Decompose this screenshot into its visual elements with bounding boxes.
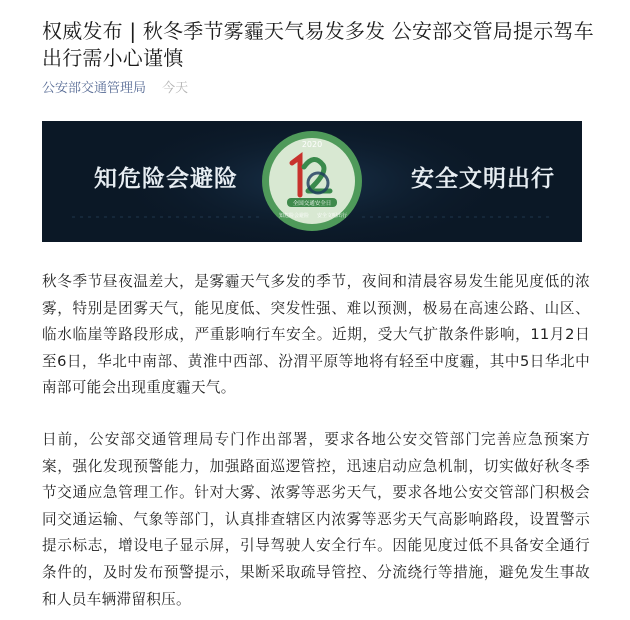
badge-inner-disc [269, 138, 355, 224]
badge-caption: 全国交通安全日 [292, 201, 332, 207]
article-title: 权威发布 | 秋冬季节雾霾天气易发多发 公安部交管局提示驾车出行需小心谨慎 [42, 19, 594, 70]
safety-day-badge [262, 131, 362, 231]
article-paragraph-2: 日前，公安部交通管理局专门作出部署，要求各地公安交管部门完善应急预案方案，强化发现预警能力，加强路面巡逻管控，迅速启动应急机制，切实做好秋冬季节交通应急管理工作。针对大雾、浓雾等恶劣天气，要求各地公安交管部门积极会同交通运输、气象等部门，认真排查辖区内浓雾等恶劣天气高影响路段，设置警示提示标志，增设电子显示屏，引导驾驶人安全行车。因能见度过低不具备安全通行条件的，及时发布预警提示，果断采取疏导管控、分流绕行等措施，避免发生事故和人员车辆滞留积压。 [42, 431, 590, 608]
badge-year: 2020 [301, 140, 323, 149]
banner-image [42, 121, 582, 242]
article-paragraph-1: 秋冬季节昼夜温差大，是雾霾天气多发的季节，夜间和清晨容易发生能见度低的浓雾，特别是团雾天气，能见度低、突发性强、难以预测，极易在高速公路、山区、临水临崖等路段形成，严重影响行车安全。近期，受大气扩散条件影响，11月2日至6日，华北中南部、黄淮中西部、汾渭平原等地将有轻至中度霾，其中5日华北中南部可能会出现重度霾天气。 [42, 273, 590, 397]
article-meta [42, 80, 188, 98]
badge-slogan-left: 知危险会避险 [278, 213, 310, 219]
publish-date: 今天 [162, 81, 189, 96]
banner-slogan-left: 知危险会避险 [94, 166, 238, 192]
banner-slogan-right: 安全文明出行 [411, 166, 555, 192]
author-link[interactable]: 公安部交通管理局 [42, 81, 147, 96]
badge-slogan-right: 安全文明出行 [316, 213, 348, 219]
